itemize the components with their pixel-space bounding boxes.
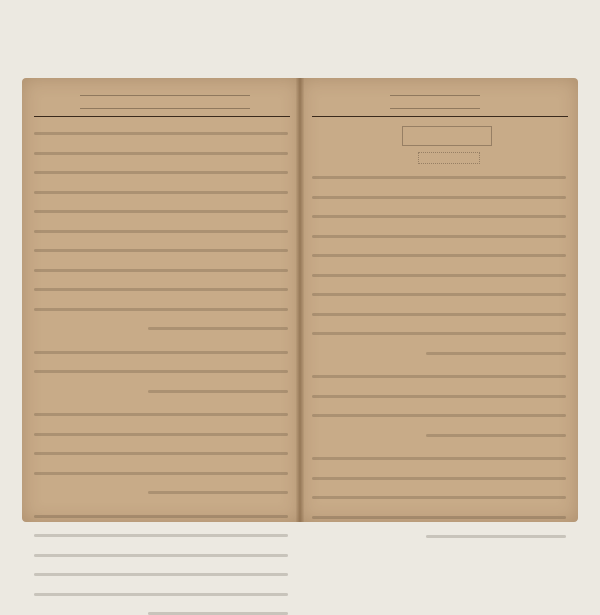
text-line: [312, 375, 566, 378]
text-line: [426, 434, 566, 437]
text-line: [312, 176, 566, 179]
text-line: [312, 196, 566, 199]
text-line: [34, 413, 288, 416]
text-line: [426, 352, 566, 355]
text-line: [34, 573, 288, 576]
text-line: [34, 132, 288, 135]
text-line: [34, 210, 288, 213]
text-line: [34, 308, 288, 311]
text-line: [34, 593, 288, 596]
text-line: [34, 452, 288, 455]
text-line: [312, 395, 566, 398]
text-line: [312, 293, 566, 296]
section-subtitle: [418, 152, 480, 164]
text-line: [34, 191, 288, 194]
text-line: [312, 254, 566, 257]
text-line: [34, 288, 288, 291]
section-title: [402, 126, 492, 146]
text-line: [34, 171, 288, 174]
text-line: [312, 313, 566, 316]
text-line: [312, 215, 566, 218]
left-header-rule: [34, 116, 290, 117]
text-line: [34, 249, 288, 252]
text-line: [34, 351, 288, 354]
text-line: [34, 472, 288, 475]
text-line: [148, 390, 288, 393]
text-line: [34, 269, 288, 272]
left-page: [22, 78, 300, 522]
text-line: [312, 274, 566, 277]
text-line: [312, 332, 566, 335]
text-line: [34, 534, 288, 537]
text-line: [34, 152, 288, 155]
text-line: [312, 477, 566, 480]
text-line: [148, 491, 288, 494]
text-line: [312, 516, 566, 519]
text-line: [148, 327, 288, 330]
left-running-head: [80, 95, 250, 109]
text-line: [34, 370, 288, 373]
text-line: [34, 554, 288, 557]
book-gutter: [296, 78, 304, 522]
text-line: [312, 496, 566, 499]
right-page-header: [312, 92, 568, 112]
right-header-rule: [312, 116, 568, 117]
right-running-head: [390, 95, 480, 109]
text-line: [34, 515, 288, 518]
text-line: [34, 230, 288, 233]
text-line: [426, 535, 566, 538]
text-line: [34, 433, 288, 436]
text-line: [312, 414, 566, 417]
left-page-header: [34, 92, 290, 112]
text-line: [312, 235, 566, 238]
text-line: [312, 457, 566, 460]
